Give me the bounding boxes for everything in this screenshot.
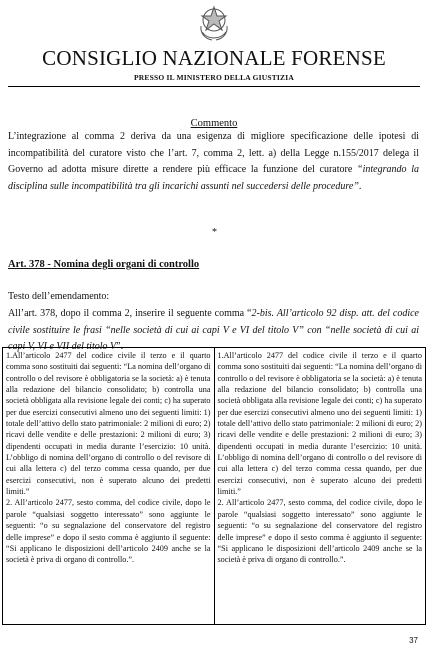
institution-title: CONSIGLIO NAZIONALE FORENSE [42, 46, 386, 70]
amendment-italic: 2-bis. All’articolo 92 disp. att. del codice civile sostituire le frasi “nelle società di cui ai capi V e VI del titolo V” con “nelle società di cui ai capi V, VI e VII del titolo V [8, 308, 419, 352]
left-paragraph-2: 2. All’articolo 2477, sesto comma, del codice civile, dopo le parole “qualsiasi soggetto interessato” sono aggiunte le seguenti: “o su segnalazione del conservatore del registro delle imprese” e dopo il sesto comma è aggiunto il seguente: “Si applicano le disposizioni dell’articolo 2409 anche se la società è priva di organo di controllo.”. [6, 498, 211, 565]
commento-text: L’integrazione al comma 2 deriva da una esigenza di migliore specificazione delle ipotesi di incompatibilità del curatore visto che l’art. 7, comma 2, lett. a) della Legge n.155/2017 delega il Governo ad adotta misure dirette a rendere più efficace la funzione del curatore [8, 131, 419, 175]
commento-heading: Commento [190, 118, 238, 129]
commento-paragraph [8, 129, 419, 195]
table-cell-right [214, 348, 426, 625]
header-divider [8, 86, 420, 87]
left-paragraph-1: 1.All’articolo 2477 del codice civile il terzo e il quarto comma sono sostituiti dai seguenti: “La nomina dell’organo di controllo o del revisore è obbligatoria se la società: a) è tenuta alla redazione del bilancio consolidato; b) controlla una società obbligata alla revisione legale dei conti; c) ha superato per due esercizi consecutivi almeno uno dei seguenti limiti: 1) totale dell’attivo dello stato patrimoniale: 2 milioni di euro; 2) ricavi delle vendite e delle prestazioni: 2 milioni di euro; 3) dipendenti occupati in media durante l’esercizio: 10 unità. L’obbligo di nomina dell’organo di controllo o del revisore di cui alla lettera c) del terzo comma cessa quando, per due esercizi consecutivi, non è superato alcuno dei predetti limiti.” [6, 351, 211, 497]
page-number: 37 [409, 636, 418, 645]
right-paragraph-1: 1.All’articolo 2477 del codice civile il terzo e il quarto comma sono sostituiti dai seguenti: “La nomina dell’organo di controllo o del revisore è obbligatoria se la società: a) è tenuta alla redazione del bilancio consolidato; b) controlla una società obbligata alla revisione legale dei conti; c) ha superato per due esercizi consecutivi almeno uno dei seguenti limiti: 1) totale dell’attivo dello stato patrimoniale: 2 milioni di euro; 2) ricavi delle vendite e delle prestazioni: 2 milioni di euro; 3) dipendenti occupati in media durante l’esercizio: 10 unità. L’obbligo di nomina dell’organo di controllo o del revisore di cui alla lettera c) del terzo comma cessa quando, per due esercizi consecutivi, non è superato alcuno dei predetti limiti.” [217, 351, 422, 497]
amendment-label: Testo dell’emendamento: [8, 291, 110, 302]
commento-quote: “integrando la disciplina sulle incompatibilità tra gli incarichi assunti nel succedersi delle procedure” [8, 164, 420, 192]
amendment-end: ”. [116, 341, 124, 352]
table-cell-left [3, 348, 215, 625]
section-separator: * [212, 227, 217, 238]
amendment-text: All’art. 378, dopo il comma 2, inserire il seguente comma “ [8, 308, 252, 319]
comparison-table [2, 347, 426, 625]
italian-republic-emblem-icon [198, 4, 230, 42]
table-row [3, 348, 426, 625]
institution-subtitle: PRESSO IL MINISTERO DELLA GIUSTIZIA [134, 73, 294, 82]
right-paragraph-2: 2. All’articolo 2477, sesto comma, del codice civile, dopo le parole “qualsiasi soggetto interessato” sono aggiunte le seguenti: “o su segnalazione del conservatore del registro delle imprese” e dopo il sesto comma è aggiunto il seguente: “Si applicano le disposizioni dell’articolo 2409 anche se la società è priva di organo di controllo.”. [217, 498, 422, 565]
commento-end: . [358, 180, 362, 192]
article-heading: Art. 378 - Nomina degli organi di controllo [8, 259, 200, 270]
